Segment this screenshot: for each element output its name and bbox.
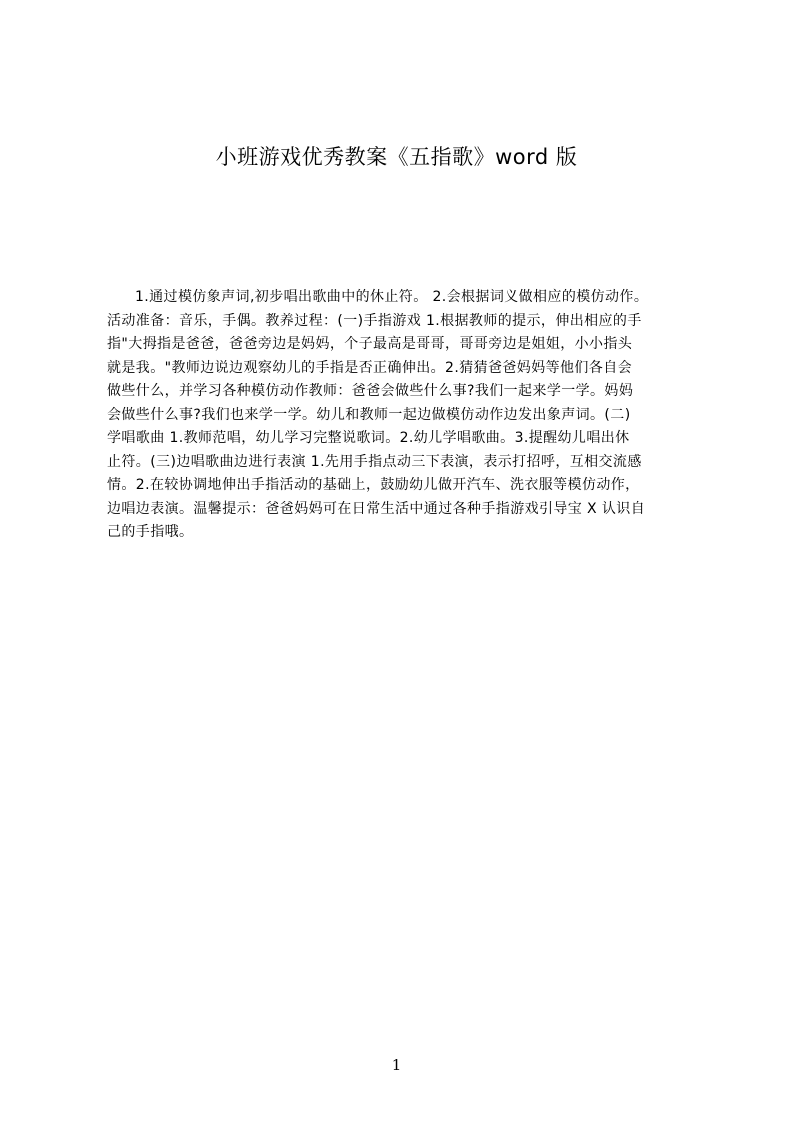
body-line-6: 会做些什么事?我们也来学一学。幼儿和教师一起边做模仿动作边发出象声词。(二) bbox=[107, 406, 631, 423]
body-line-7: 学唱歌曲 1.教师范唱，幼儿学习完整说歌词。2.幼儿学唱歌曲。3.提醒幼儿唱出休 bbox=[107, 430, 630, 446]
document-body bbox=[107, 286, 711, 545]
body-line-1: 1.通过模仿象声词,初步唱出歌曲中的休止符。 2.会根据词义做相应的模仿动作。 bbox=[135, 289, 649, 305]
body-line-4: 就是我。"教师边说边观察幼儿的手指是否正确伸出。2.猜猜爸爸妈妈等他们各自会 bbox=[107, 359, 632, 376]
body-line-11: 己的手指哦。 bbox=[107, 524, 194, 540]
body-line-5: 做些什么，并学习各种模仿动作教师：爸爸会做些什么事?我们一起来学一学。妈妈 bbox=[107, 383, 634, 399]
page-number: 1 bbox=[391, 1056, 402, 1074]
body-line-9: 情。2.在较协调地伸出手指活动的基础上，鼓励幼儿做开汽车、洗衣服等模仿动作， bbox=[107, 477, 640, 493]
body-line-2: 活动准备：音乐，手偶。教养过程：(一)手指游戏 1.根据教师的提示，伸出相应的手 bbox=[107, 312, 642, 329]
document-title: 小班游戏优秀教案《五指歌》word 版 bbox=[215, 145, 578, 169]
body-line-10: 边唱边表演。温馨提示：爸爸妈妈可在日常生活中通过各种手指游戏引导宝 X 认识自 bbox=[107, 500, 646, 517]
body-line-8: 止符。(三)边唱歌曲边进行表演 1.先用手指点动三下表演，表示打招呼，互相交流感 bbox=[107, 453, 642, 470]
body-line-3: 指"大拇指是爸爸，爸爸旁边是妈妈，个子最高是哥哥，哥哥旁边是姐姐，小小指头 bbox=[107, 336, 633, 352]
